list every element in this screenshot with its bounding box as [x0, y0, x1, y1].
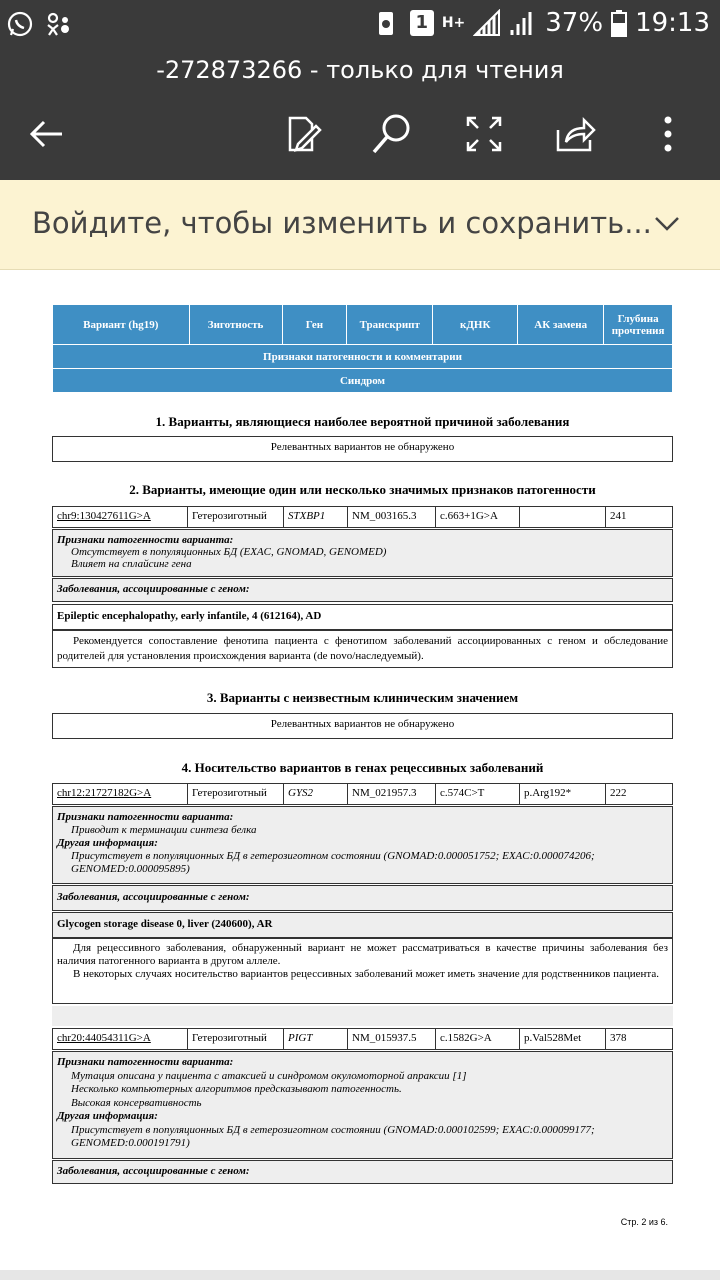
header-zygosity: Зиготность: [189, 305, 282, 345]
variant-position: chr9:130427611G>A: [53, 507, 188, 527]
edit-button[interactable]: [278, 110, 326, 158]
disease-block: [52, 604, 673, 630]
other-info-label: Другая информация:: [57, 837, 158, 849]
page-gap: [0, 1270, 720, 1280]
header-pathogenicity: Признаки патогенности и комментарии: [53, 345, 673, 369]
section-4-title: 4. Носительство вариантов в генах рецессивных заболеваний: [181, 760, 544, 775]
signs-label: Признаки патогенности варианта:: [57, 1056, 234, 1068]
variant-zygosity: Гетерозиготный: [188, 1029, 284, 1049]
document-page: [0, 270, 720, 1270]
variant-zygosity: Гетерозиготный: [188, 784, 284, 804]
variant-signs-block: [52, 1051, 673, 1159]
search-button[interactable]: [368, 110, 416, 158]
disease-label-block: [52, 1160, 673, 1184]
spacer-block: [52, 1006, 673, 1026]
section-3-empty: Релевантных вариантов не обнаружено: [52, 713, 673, 739]
more-vert-icon: [662, 114, 674, 154]
sign-item: Влияет на сплайсинг гена: [71, 558, 192, 570]
sign-item: Высокая консервативность: [71, 1096, 202, 1109]
variant-cdna: c.574C>T: [436, 784, 520, 804]
banner-expand-button[interactable]: [654, 210, 680, 241]
disease-label: Заболевания, ассоциированные с геном:: [57, 583, 250, 595]
variant-depth: 378: [610, 1032, 627, 1044]
variant-gene: PIGT: [284, 1029, 348, 1049]
sign-item: Мутация описана у пациента с атаксией и синдромом окуломоторной апраксии [1]: [71, 1069, 467, 1082]
section-3-title: 3. Варианты с неизвестным клиническим значением: [206, 690, 519, 705]
variant-aa: p.Arg192*: [520, 784, 606, 804]
whatsapp-icon: [6, 10, 34, 38]
network-type-label: H+: [441, 15, 466, 31]
variant-row: [52, 506, 673, 528]
fullscreen-icon: [464, 114, 504, 154]
signal-icon: [473, 9, 501, 37]
signs-label: Признаки патогенности варианта:: [57, 811, 234, 823]
battery-icon: [611, 9, 627, 37]
disease-label: Заболевания, ассоциированные с геном:: [57, 1165, 250, 1177]
document-title: -272873266 - только для чтения: [156, 56, 564, 84]
page-number: Стр. 2 из 6.: [620, 1217, 668, 1227]
sign-item: Приводит к терминации синтеза белка: [71, 824, 257, 836]
variant-cdna: c.663+1G>A: [436, 507, 520, 527]
other-info-item: Присутствует в популяционных БД в гетерозиготном состоянии (GNOMAD:0.000051752; EXAC:0.000074206; GENOMED:0.000095895): [71, 850, 595, 875]
arrow-left-icon: [26, 114, 66, 154]
variant-cdna: c.1582G>A: [436, 1029, 520, 1049]
section-2-title: 2. Варианты, имеющие один или несколько значимых признаков патогенности: [129, 482, 596, 497]
variant-depth: 241: [610, 510, 627, 522]
other-info-label: Другая информация:: [57, 1110, 158, 1122]
variant-depth: 222: [610, 787, 627, 799]
disease-name: Glycogen storage disease 0, liver (240600), AR: [57, 918, 273, 930]
disease-label-block: [52, 578, 673, 602]
signal-icon-2: [509, 9, 537, 37]
header-gene: Ген: [282, 305, 347, 345]
variant-position: chr12:21727182G>A: [53, 784, 188, 804]
variant-gene: GYS2: [284, 784, 348, 804]
disease-label: Заболевания, ассоциированные с геном:: [57, 891, 250, 903]
chevron-down-icon: [654, 210, 680, 236]
comment-text: Для рецессивного заболевания, обнаруженный вариант не может рассматриваться в качестве причины заболевания без наличия патогенного варианта в другом аллеле.: [57, 942, 668, 967]
signs-label: Признаки патогенности варианта:: [57, 534, 234, 546]
section-1-title: 1. Варианты, являющиеся наиболее вероятной причиной заболевания: [155, 414, 570, 429]
variant-transcript: NM_021957.3: [348, 784, 436, 804]
other-info-item: Присутствует в популяционных БД в гетерозиготном состоянии (GNOMAD:0.000102599; EXAC:0.000099177; GENOMED:0.000191791): [71, 1123, 595, 1149]
variant-transcript: NM_015937.5: [348, 1029, 436, 1049]
edit-document-icon: [282, 114, 322, 154]
share-button[interactable]: [552, 110, 600, 158]
variant-zygosity: Гетерозиготный: [188, 507, 284, 527]
sim-badge: 1: [410, 10, 434, 36]
disease-label-block: [52, 885, 673, 911]
header-cdna: кДНК: [433, 305, 518, 345]
header-variant: Вариант (hg19): [53, 305, 190, 345]
back-button[interactable]: [22, 110, 70, 158]
comment-block: Рекомендуется сопоставление фенотипа пациента с фенотипом заболеваний ассоциированных с геном и обследование родителей для установления происхождения варианта (de novo/наследуемый).: [52, 630, 673, 668]
header-transcript: Транскрипт: [347, 305, 433, 345]
header-syndrome: Синдром: [53, 369, 673, 393]
status-bar: [0, 0, 720, 48]
variant-signs-block: [52, 806, 673, 884]
disease-block: [52, 912, 673, 938]
more-options-button[interactable]: [644, 110, 692, 158]
variant-transcript: NM_003165.3: [348, 507, 436, 527]
app-toolbar: [0, 48, 720, 180]
variant-aa: [520, 507, 606, 527]
sign-item: Отсутствует в популяционных БД (EXAC, GNOMAD, GENOMED): [71, 546, 387, 558]
odnoklassniki-icon: [44, 10, 72, 38]
fullscreen-button[interactable]: [460, 110, 508, 158]
variant-position: chr20:44054311G>A: [53, 1029, 188, 1049]
header-depth: Глубина прочтения: [604, 305, 673, 345]
disease-name: Epileptic encephalopathy, early infantile, 4 (612164), AD: [57, 610, 322, 622]
clock: 19:13: [635, 8, 710, 38]
comment-text: В некоторых случаях носительство вариантов рецессивных заболеваний может иметь значение для родственников пациента.: [73, 968, 659, 980]
section-1-empty: Релевантных вариантов не обнаружено: [52, 436, 673, 462]
share-icon: [554, 114, 598, 154]
variant-gene: STXBP1: [284, 507, 348, 527]
header-aa-change: АК замена: [518, 305, 604, 345]
sign-in-banner[interactable]: [0, 180, 720, 270]
recycle-icon: [374, 9, 402, 37]
variant-signs-block: [52, 529, 673, 577]
variant-aa: p.Val528Met: [520, 1029, 606, 1049]
variant-row: [52, 783, 673, 805]
battery-percent: 37%: [545, 8, 604, 38]
search-icon: [370, 112, 414, 156]
comment-block: [52, 938, 673, 1004]
sign-item: Несколько компьютерных алгоритмов предсказывают патогенность.: [71, 1083, 402, 1095]
variant-row: [52, 1028, 673, 1050]
sign-in-banner-text: Войдите, чтобы изменить и сохранить...: [32, 206, 652, 240]
report-header-table: [52, 304, 673, 393]
